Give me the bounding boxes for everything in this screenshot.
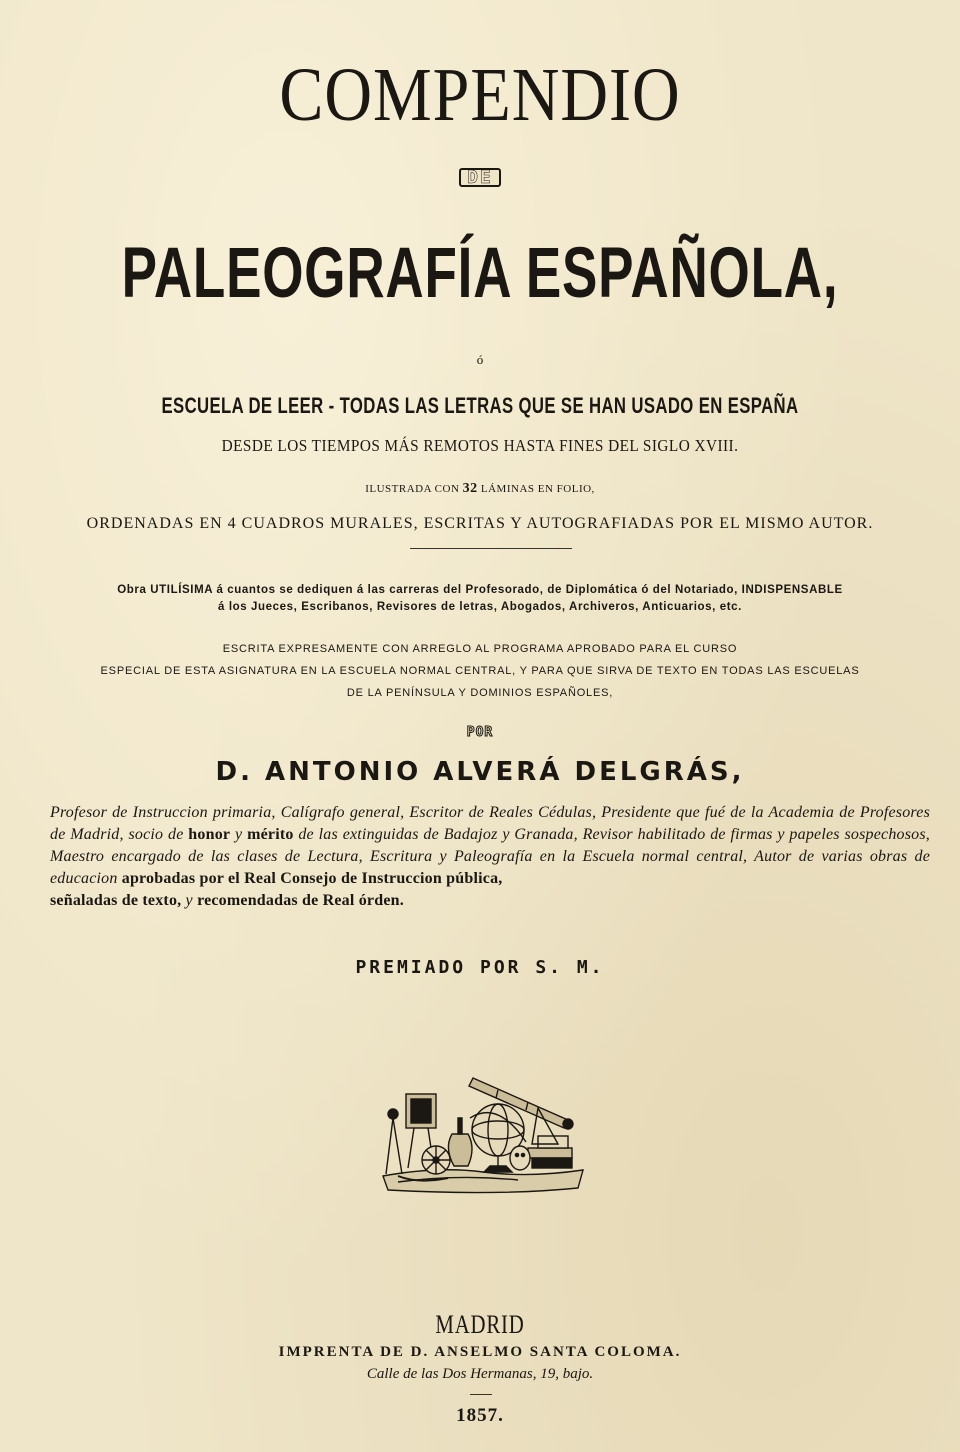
- bio-recomendadas: recomendadas de Real órden.: [197, 892, 404, 909]
- bio-honor: honor: [188, 826, 231, 843]
- award-line: PREMIADO POR S. M.: [355, 957, 605, 978]
- purpose-line-2: ESPECIAL DE ESTA ASIGNATURA EN LA ESCUELA NORMAL CENTRAL, Y PARA QUE SIRVA DE TEXTO EN TODAS LAS ESCUELAS: [100, 665, 860, 677]
- imprint-address: Calle de las Dos Hermanas, 19, bajo.: [366, 1366, 594, 1382]
- subtitle-line-2: DESDE LOS TIEMPOS MÁS REMOTOS HASTA FINES DEL SIGLO XVIII.: [221, 436, 739, 455]
- imprint-city: MADRID: [435, 1310, 525, 1339]
- purpose-line-3: DE LA PENÍNSULA Y DOMINIOS ESPAÑOLES,: [346, 687, 614, 699]
- bio-text-1: Profesor de Instruccion primaria, Calígrafo general, Escritor de Reales Cédulas, Presidente que fué de la Academia de Profesores de Madrid, socio de: [50, 804, 930, 843]
- author-credentials: [50, 802, 930, 912]
- bio-text-2: y: [230, 826, 248, 843]
- book-subject: PALEOGRAFÍA ESPAÑOLA,: [121, 233, 839, 313]
- illustration-note-after: LÁMINAS EN FOLIO,: [477, 483, 595, 495]
- illustration-note-before: ILUSTRADA CON: [365, 483, 463, 495]
- divider-rule: [410, 548, 572, 549]
- connector-de: DE: [459, 168, 501, 187]
- author-name: D. ANTONIO ALVERÁ DELGRÁS,: [215, 757, 745, 787]
- conjunction: ó: [476, 352, 484, 367]
- illustration-note: [0, 481, 960, 497]
- imprint-rule: [470, 1394, 492, 1395]
- plates-note: ORDENADAS EN 4 CUADROS MURALES, ESCRITAS Y AUTOGRAFIADAS POR EL MISMO AUTOR.: [86, 515, 874, 532]
- bio-senaladas: señaladas de texto,: [50, 892, 182, 909]
- bio-aprobadas: aprobadas por el Real Consejo de Instruccion pública,: [121, 870, 503, 887]
- scientific-instruments-vignette-icon: [378, 1048, 588, 1198]
- by-word: POR: [466, 725, 494, 740]
- subtitle-line-1: ESCUELA DE LEER - TODAS LAS LETRAS QUE SE HAN USADO EN ESPAÑA: [161, 393, 799, 418]
- audience-line-1: Obra UTILÍSIMA á cuantos se dediquen á las carreras del Profesorado, de Diplomática ó del Notariado, INDISPENSABLE: [117, 584, 843, 596]
- imprint-year: 1857.: [456, 1405, 504, 1426]
- bio-text-4: y: [181, 892, 198, 909]
- audience-line-2: á los Jueces, Escribanos, Revisores de letras, Abogados, Archiveros, Anticuarios, etc.: [218, 601, 742, 613]
- illustration-note-number: 32: [462, 481, 478, 496]
- purpose-line-1: ESCRITA EXPRESAMENTE CON ARREGLO AL PROGRAMA APROBADO PARA EL CURSO: [222, 643, 738, 655]
- bio-text-3: de las extinguidas de Badajoz y Granada, Revisor habilitado de firmas y papeles sospechosos, Maestro encargado de las clases de Lectura, Escritura y Paleografía en la Escuela normal central, Autor de varias obras de educacion: [50, 826, 930, 887]
- bio-merito: mérito: [247, 826, 294, 843]
- book-title: COMPENDIO: [279, 53, 681, 138]
- imprint-printer: IMPRENTA DE D. ANSELMO SANTA COLOMA.: [278, 1344, 682, 1360]
- title-connector: [0, 167, 960, 188]
